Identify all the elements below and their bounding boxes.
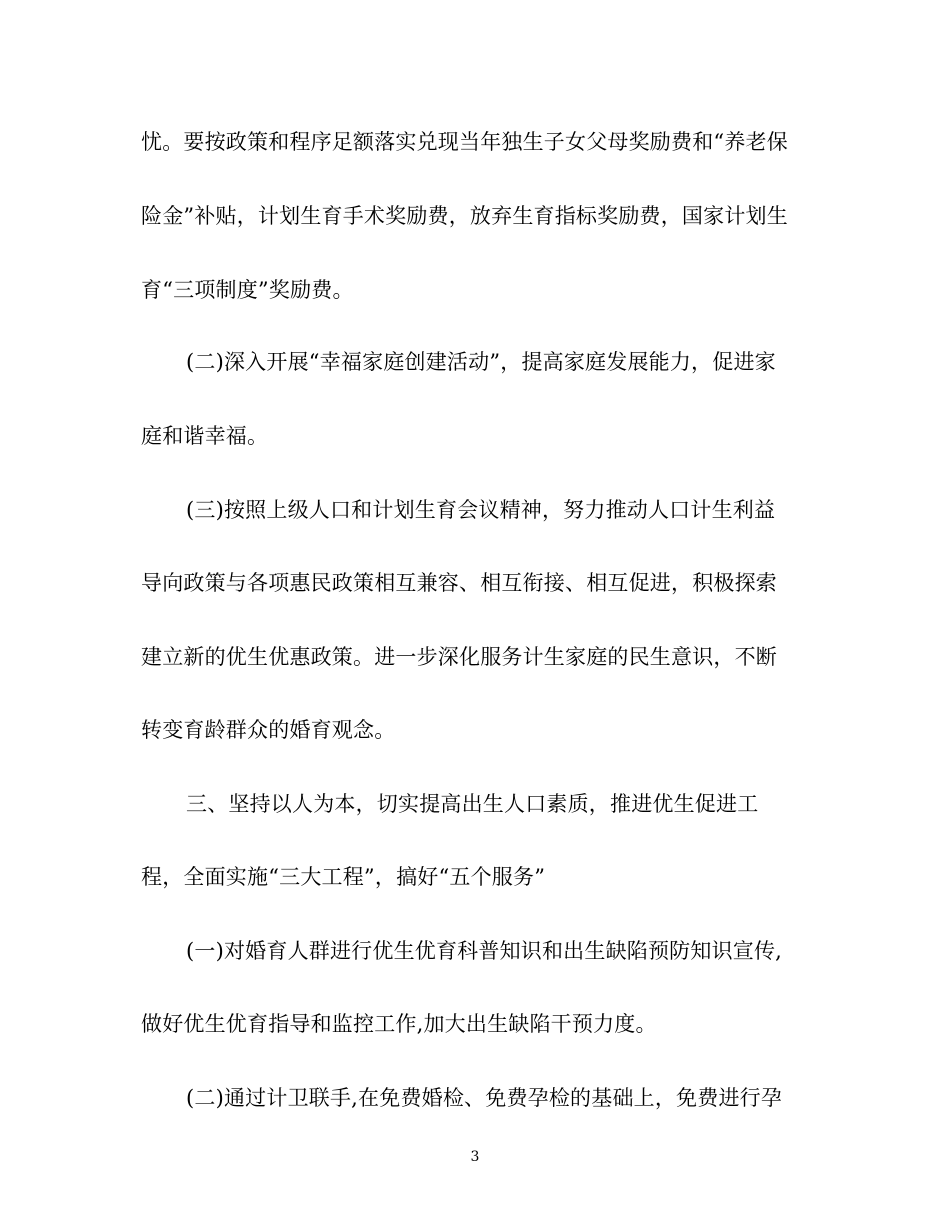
text-line: 转变育龄群众的婚育观念。	[141, 718, 396, 742]
page-number: 3	[470, 1149, 480, 1165]
text-line: (三)按照上级人口和计划生育会议精神，努力推动人口计生利益	[186, 498, 776, 522]
section-heading-line: 三、坚持以人为本，切实提高出生人口素质，推进优生促进工	[186, 792, 759, 816]
text-line: (一)对婚育人群进行优生优育科普知识和出生缺陷预防知识宣传,	[186, 939, 783, 963]
text-line: 做好优生优育指导和监控工作,加大出生缺陷干预力度。	[141, 1012, 657, 1036]
text-line: (二)深入开展“幸福家庭创建活动”，提高家庭发展能力，促进家	[186, 350, 776, 374]
text-line: 建立新的优生优惠政策。进一步深化服务计生家庭的民生意识，不断	[141, 645, 777, 669]
text-line: 庭和谐幸福。	[141, 424, 269, 448]
text-line: 忧。要按政策和程序足额落实兑现当年独生子女父母奖励费和“养老保	[141, 130, 788, 154]
section-heading-line: 程，全面实施“三大工程”，搞好“五个服务”	[141, 865, 546, 889]
text-line: 育“三项制度”奖励费。	[141, 278, 354, 302]
text-line: 导向政策与各项惠民政策相互兼容、相互衔接、相互促进，积极探索	[141, 571, 777, 595]
text-line: (二)通过计卫联手,在免费婚检、免费孕检的基础上，免费进行孕	[186, 1086, 783, 1110]
text-line: 险金”补贴，计划生育手术奖励费，放弃生育指标奖励费，国家计划生	[141, 204, 788, 228]
